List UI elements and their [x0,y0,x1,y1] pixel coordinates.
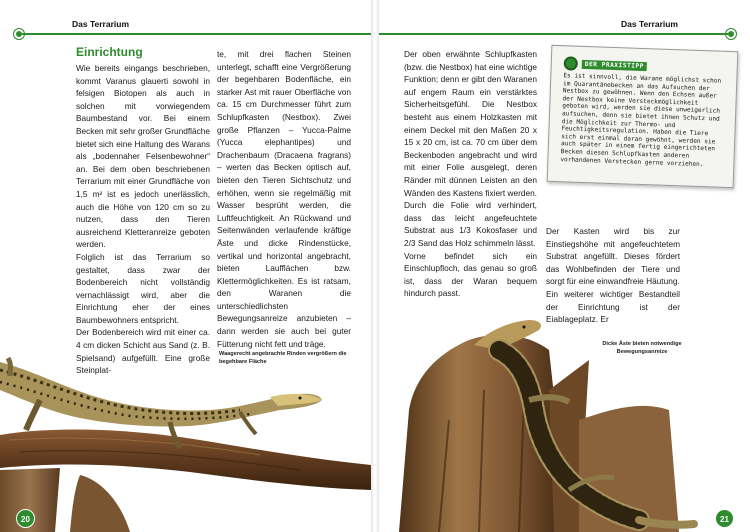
paragraph: te, mit drei flachen Steinen unterlegt, schafft eine Vergrößerung der begehbaren Bodenfläche, ein starker Ast mit rauer Oberfläche von ca. 15 cm Durchmesser führt zum Schlupfkasten (Nestbox). Zwei große Pflanzen – Yucca-Palme (Yucca elephantipes) und Drachenbaum (Dracaena fragrans) – werten das Becken optisch auf, bieten den Tieren Sichtschutz und erhöhen, wenn sie regelmäßig mit Wasser besprüht werden, die Luftfeuchtigkeit. An Rückwand und Seitenwänden verlaufende kräftige Äste und dicke Rindenstücke, vertikal und horizontal angebracht, bieten Laufflächen bzw. Klettermöglichkeiten. Es ist ratsam, den Waranen die unterschiedlichsten Bewegungsanreize anzubieten – dann werden sie auch bei guter Fütterung nicht fett und träge. [217,49,351,349]
running-header: Das Terrarium [72,19,130,29]
header-rule [379,33,728,35]
tip-text: Es ist sinnvoll, die Warane möglichst schon im Quarantänebecken an das Aufsuchen der Nestbox zu gewöhnen. Wenn den Echsen außer der Nestbox keine Versteckmöglichkeit geboten wird, werden sie diese unweigerlich aufsuchen, denn sie bietet ihnen Schutz und die Möglichkeit zur Thermo- und Feuchtigkeitsregulation. Haben die Tiere sich erst einmal daran gewöhnt, werden sie auch später in einem fertig eingerichteten Becken diesen Schlupfkasten anderen vorhandenen Verstecken gerne vorziehen. [560,72,722,168]
page-number-badge: 20 [16,509,35,528]
book-gutter [371,0,379,532]
paragraph: Wie bereits eingangs beschrieben, kommt Varanus glauerti sowohl in felsigen Biotopen als auch in solchen mit vorwiegendem Baumbestand vor. Bei einem Becken mit sehr großer Grundfläche bietet sich eine Haltung des Warans als „bodennaher Felsenbewohner“ an. Bei dem oben beschriebenen Terrarium mit einer Grundfläche von 1,5 m² ist es jedoch unerlässlich, auch die Höhe von 120 cm so zu nutzen, dass den Tieren ausreichend Kletteranreize geboten werden. [76,63,210,250]
text-column-1 [404,48,537,300]
paragraph: Folglich ist das Terrarium so gestaltet, dass zwar der Bodenbereich nicht vollständig vernachlässigt wird, aber die Einrichtung eher der eines Baumbewohners entspricht. [76,251,210,325]
tip-badge-icon [564,56,578,70]
running-header: Das Terrarium [620,19,678,29]
photo-caption: Dicke Äste bieten notwendige Bewegungsanreize [602,341,682,355]
paragraph: Der oben erwähnte Schlupfkasten (bzw. die Nestbox) hat eine wichtige Funktion; denn er gibt den Waranen auf engem Raum ein verstärktes Sicherheitsgefühl. Die Nestbox besteht aus einem Holzkasten mit einem Deckel mit den Maßen 20 x 15 x 20 cm, ist ca. 70 cm über dem Beckenboden angebracht und wird mit einer Folie ausgelegt, deren Ränder mit dünnen Leisten an den Wänden des Kastens fixiert werden. Durch die Folie wird verhindert, dass das leicht angefeuchtete Substrat aus 1/3 Kokosfaser und 2/3 Sand das Holz schimmeln lässt. [404,49,537,248]
paragraph: Der Bodenbereich wird mit einer ca. 4 cm dicken Schicht aus Sand (z. B. Spielsand) aufgefüllt. Eine große Steinplat- [76,327,210,376]
page-number-badge: 21 [715,509,734,528]
text-column-2 [217,48,351,350]
photo-caption: Waagerecht angebrachte Rinden vergrößern die begehbare Fläche [219,351,347,365]
header-rule [22,33,371,35]
right-page [379,0,750,532]
practice-tip-box [547,45,739,188]
section-title: Einrichtung [76,45,143,59]
text-column-1 [76,45,210,377]
monitor-lizard-branch-photo [0,340,371,532]
paragraph: Der Kasten wird bis zur Einstiegshöhe mit angefeuchtetem Substrat angefüllt. Dieses fördert das Wohlbefinden der Tiere und sorgt für eine einwandfreie Häutung. [546,226,680,287]
tip-label: DER PRAXISTIPP [582,59,647,70]
left-page [0,0,371,532]
monitor-lizard-stump-photo [379,300,699,532]
paragraph: Ein weiterer wichtiger Bestandteil der Einrichtung ist der Eiablageplatz. Er [546,288,680,325]
paragraph: Vorne befindet sich ein Einschlupfloch, das genau so groß ist, dass der Waran bequem hindurch passt. [404,250,537,299]
